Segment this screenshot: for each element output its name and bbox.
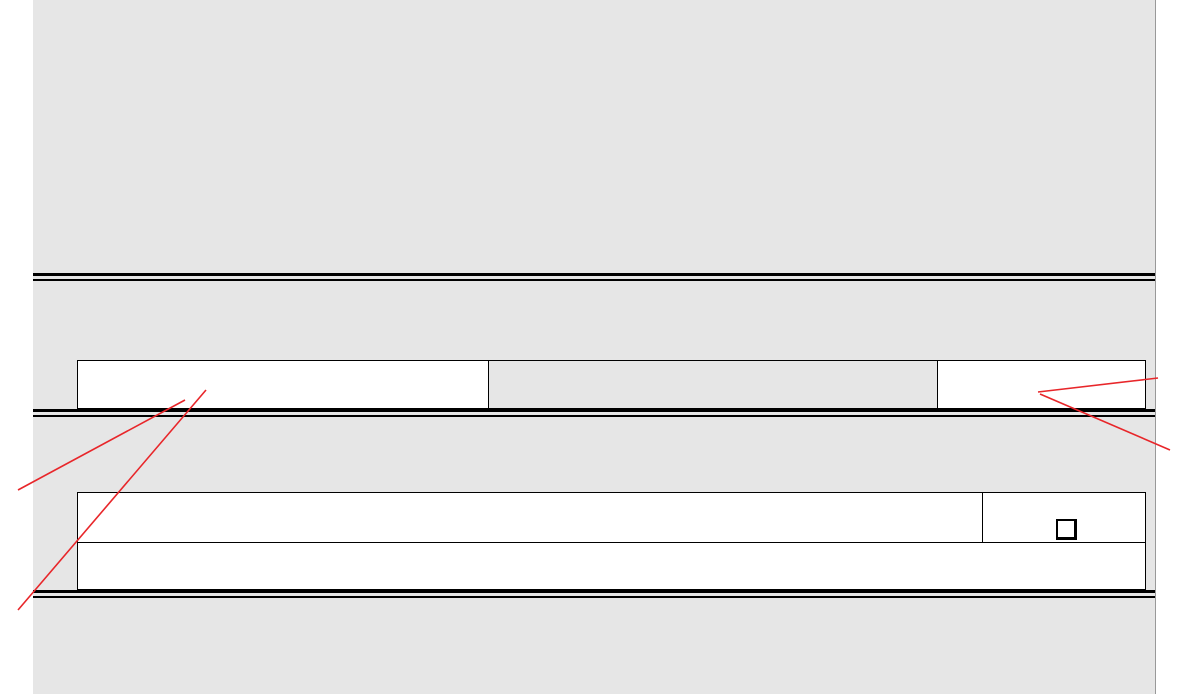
- detailed-goal-field[interactable]: [77, 492, 983, 543]
- consent-field: [982, 492, 1146, 543]
- additional-info-field[interactable]: [77, 542, 1146, 590]
- section-separator: [33, 590, 1155, 593]
- section-separator: [33, 279, 1155, 281]
- amount-field-306[interactable]: [937, 360, 1146, 409]
- section-separator: [33, 415, 1155, 417]
- requested-amount-info: [488, 360, 938, 409]
- krs-number-field[interactable]: [77, 360, 489, 409]
- section-separator: [33, 273, 1155, 276]
- consent-checkbox[interactable]: [1056, 519, 1077, 540]
- section-separator: [33, 409, 1155, 412]
- page-right-edge: [1155, 0, 1156, 694]
- section-separator: [33, 596, 1155, 598]
